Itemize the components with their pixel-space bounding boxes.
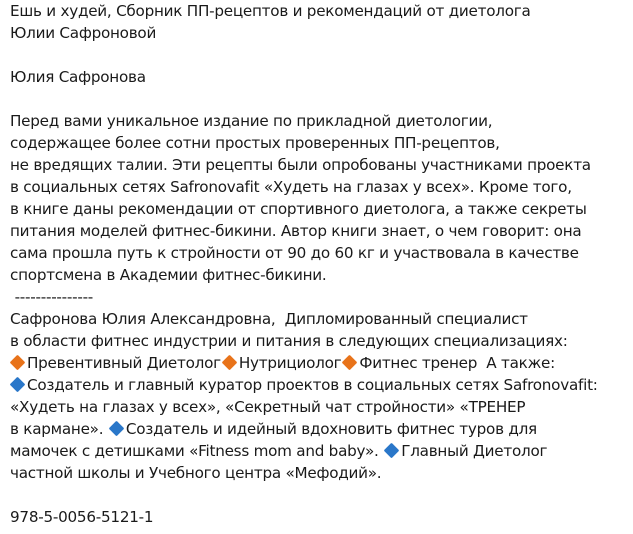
bio-line: [10, 418, 632, 440]
description-line: сама прошла путь к стройности от 90 до 60 кг и участвовала в качестве: [10, 244, 579, 262]
bio-text: Создатель и идейный вдохновить фитнес туров для: [125, 420, 537, 438]
orange-diamond-icon: [342, 355, 358, 371]
book-description-document: [10, 0, 632, 528]
book-title-line-2: Юлии Сафроновой: [10, 24, 157, 42]
bio-line: [10, 374, 632, 396]
orange-diamond-icon: [10, 355, 26, 371]
spacer: [10, 88, 632, 110]
description-paragraph: [10, 110, 632, 286]
spacer: [10, 484, 632, 506]
description-line: питания моделей фитнес-бикини. Автор книги знает, о чем говорит: она: [10, 222, 582, 240]
description-line: в социальных сетях Safronovafit «Худеть на глазах у всех». Кроме того,: [10, 178, 572, 196]
description-line: в книге даны рекомендации от спортивного диетолога, а также секреты: [10, 200, 587, 218]
description-line: содержащее более сотни простых проверенных ПП-рецептов,: [10, 134, 500, 152]
blue-diamond-icon: [10, 377, 26, 393]
specialization-label: Превентивный Диетолог: [27, 354, 221, 372]
isbn: 978-5-0056-5121-1: [10, 508, 154, 526]
specialization-label: Нутрициолог: [238, 354, 342, 372]
bio-text: Создатель и главный куратор проектов в социальных сетях Safronovafit:: [27, 376, 598, 394]
description-line: не вредящих талии. Эти рецепты были опробованы участниками проекта: [10, 156, 591, 174]
book-title-line-1: Ешь и худей, Сборник ПП-рецептов и рекомендаций от диетолога: [10, 2, 531, 20]
specialization-label: Фитнес тренер А также:: [359, 354, 555, 372]
spacer: [10, 44, 632, 66]
bio-line: [10, 440, 632, 462]
blue-diamond-icon: [109, 421, 125, 437]
author-name: Юлия Сафронова: [10, 68, 146, 86]
bio-line: «Худеть на глазах у всех», «Секретный чат стройности» «ТРЕНЕР: [10, 398, 526, 416]
bio-text: в кармане».: [10, 420, 104, 438]
description-line: спортсмена в Академии фитнес-бикини.: [10, 266, 327, 284]
blue-diamond-icon: [384, 443, 400, 459]
bio-line: частной школы и Учебного центра «Мефодий».: [10, 464, 382, 482]
description-line: Перед вами уникальное издание по прикладной диетологии,: [10, 112, 493, 130]
orange-diamond-icon: [222, 355, 238, 371]
bio-specializations-line: [10, 352, 632, 374]
divider-dashes: ---------------: [10, 288, 94, 306]
bio-text: мамочек с детишками «Fitness mom and baby».: [10, 442, 379, 460]
bio-text: Главный Диетолог: [401, 442, 548, 460]
author-bio: [10, 308, 632, 484]
bio-line: в области фитнес индустрии и питания в следующих специализациях:: [10, 332, 568, 350]
bio-line: Сафронова Юлия Александровна, Дипломированный специалист: [10, 310, 528, 328]
